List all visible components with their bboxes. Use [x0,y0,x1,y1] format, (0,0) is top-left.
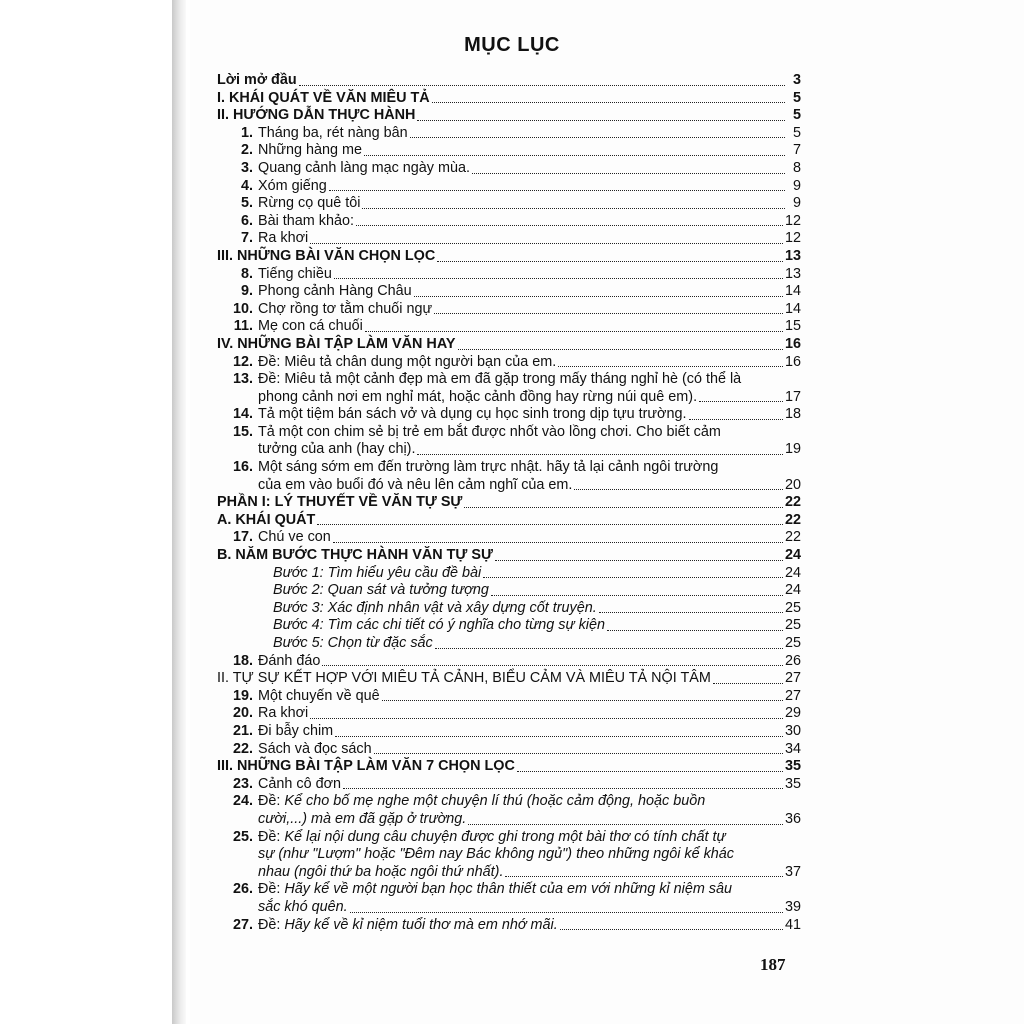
entry-number: 7. [240,230,253,247]
entry-title: Bước 5: Chọn từ đặc sắc [273,635,433,651]
dot-leader [437,261,783,262]
entry-page: 16 [784,335,801,352]
toc-entry [217,371,801,389]
toc-entry [217,125,801,143]
entry-page: 14 [784,283,801,300]
entry-number: 15. [232,423,253,440]
toc-entry [217,917,801,935]
entry-title-cont: phong cảnh nơi em nghỉ mát, hoặc cảnh đồng hay rừng núi quê em). [258,388,698,405]
toc-entry [217,72,801,90]
toc-entry [217,582,801,600]
dot-leader [362,208,785,209]
entry-number: 21. [232,722,253,739]
dot-leader [356,225,783,226]
entry-title: Tả một con chim sẻ bị trẻ em bắt được nhốt vào lồng chơi. Cho biết cảm [258,423,721,440]
toc-entry [217,529,801,547]
toc-entry [217,776,801,794]
dot-leader [495,560,783,561]
toc-entry [217,195,801,213]
toc-entry [217,846,801,864]
entry-number: 26. [232,881,253,898]
entry-page: 13 [784,265,801,282]
dot-leader [464,507,783,508]
entry-title-italic: Hãy kể về kỉ niệm tuổi thơ mà em nhớ mãi. [284,916,558,933]
entry-page: 19 [784,441,801,458]
entry-title-cont: sắc khó quên. [258,898,348,915]
entry-page: 41 [784,916,801,933]
toc-entry [217,494,801,512]
entry-title-cont: của em vào buổi đó và nêu lên cảm nghĩ của em. [258,476,573,493]
entry-number: 27. [232,916,253,933]
toc-entry [217,142,801,160]
entry-page: 22 [784,529,801,546]
entry-page: 24 [784,564,801,581]
entry-title: Bước 2: Quan sát và tưởng tượng [273,582,489,599]
entry-title: Xóm giếng [258,177,327,194]
entry-number: 5. [240,195,253,212]
entry-page: 9 [792,195,801,212]
entry-title: Bài tham khảo: [258,212,354,229]
entry-title: Tháng ba, rét nàng bân [258,124,408,141]
entry-title: Chợ rồng tơ tằm chuối ngự [258,300,433,317]
entry-number: 1. [240,124,253,141]
entry-number: 17. [232,529,253,546]
dot-leader [458,349,783,350]
entry-title: Bước 4: Tìm các chi tiết có ý nghĩa cho từng sự kiện [273,617,606,634]
entry-page: 16 [784,353,801,370]
toc-entry [217,318,801,336]
toc-entry [217,829,801,847]
entry-title: III. NHỮNG BÀI VĂN CHỌN LỌC [217,247,436,264]
dot-leader [329,190,785,191]
toc-entry [217,653,801,671]
dot-leader [417,454,783,455]
dot-leader [491,595,783,596]
entry-page: 18 [784,406,801,423]
dot-leader [517,771,783,772]
dot-leader [599,612,783,613]
toc-entry [217,705,801,723]
entry-page: 15 [784,318,801,335]
entry-title: Đánh đáo [258,652,321,669]
toc-entry [217,266,801,284]
toc-entry [217,617,801,635]
entry-title: I. KHÁI QUÁT VỀ VĂN MIÊU TẢ [217,89,430,106]
entry-page: 30 [784,722,801,739]
entry-title: Bước 1: Tìm hiểu yêu cầu đề bài [273,564,482,581]
entry-number: 14. [232,406,253,423]
entry-title: Đề: Miêu tả một cảnh đẹp mà em đã gặp trong mấy tháng nghỉ hè (có thể là [258,371,742,388]
dot-leader [472,173,785,174]
entry-page: 22 [784,494,801,511]
toc-entry [217,635,801,653]
entry-page: 39 [784,898,801,915]
toc-entry [217,213,801,231]
entry-number: 12. [232,353,253,370]
entry-number: 10. [232,300,253,317]
entry-title: Bước 3: Xác định nhân vật và xây dựng cốt truyện. [273,599,597,616]
dot-leader [558,366,783,367]
toc-entry [217,793,801,811]
entry-number: 6. [240,212,253,229]
dot-leader [310,243,783,244]
entry-title: Những hàng me [258,142,363,159]
entry-title: Ra khơi [258,230,309,247]
toc-entry [217,389,801,407]
page-title: MỤC LỤC [464,34,560,56]
entry-number: 3. [240,159,253,176]
entry-number: 2. [240,142,253,159]
entry-page: 25 [784,599,801,616]
entry-page: 27 [784,687,801,704]
entry-title: Đề: Miêu tả chân dung một người bạn của em. [258,353,557,370]
dot-leader [310,718,783,719]
entry-title: Đi bẫy chim [258,722,334,739]
dot-leader [333,542,783,543]
entry-page: 35 [784,775,801,792]
dot-leader [713,683,783,684]
toc-entry [217,723,801,741]
entry-title-italic: Kể cho bố mẹ nghe một chuyện lí thú (hoặc cảm động, hoặc buồn [284,793,706,810]
entry-title: III. NHỮNG BÀI TẬP LÀM VĂN 7 CHỌN LỌC [217,758,515,775]
entry-title: Mẹ con cá chuối [258,318,363,335]
entry-title: Phong cảnh Hàng Châu [258,283,412,300]
toc-entry [217,178,801,196]
toc-entry [217,107,801,125]
entry-title-italic: Hãy kể về một người bạn học thân thiết của em với những kỉ niệm sâu [284,881,733,898]
entry-number: 9. [240,283,253,300]
entry-title: Lời mở đầu [217,72,297,88]
entry-number: 18. [232,652,253,669]
entry-number: 4. [240,177,253,194]
entry-page: 25 [784,635,801,651]
toc-entry [217,899,801,917]
dot-leader [435,648,783,649]
entry-title: Đề: [258,916,281,933]
dot-leader [350,912,783,913]
entry-number: 16. [232,459,253,476]
entry-page: 35 [784,758,801,775]
toc-entry [217,424,801,442]
entry-page: 17 [784,388,801,405]
toc-entry [217,230,801,248]
entry-title: Tả một tiệm bán sách vở và dụng cụ học sinh trong dịp tựu trường. [258,406,687,423]
entry-page: 22 [784,511,801,528]
entry-page: 13 [784,247,801,264]
entry-number: 22. [232,740,253,757]
toc-entry [217,600,801,618]
toc-entry [217,90,801,108]
toc-entry [217,864,801,882]
dot-leader [432,102,785,103]
entry-page: 9 [792,177,801,194]
dot-leader [374,753,783,754]
toc-entry [217,477,801,495]
entry-title: Tiếng chiều [258,265,332,282]
dot-leader [364,155,785,156]
entry-title-cont: sự (như "Lượm" hoặc "Đêm nay Bác không ngủ") theo những ngôi kể khác [258,846,735,863]
entry-page: 3 [792,72,801,88]
entry-page: 24 [784,582,801,599]
dot-leader [334,278,783,279]
entry-title: Một chuyến về quê [258,687,380,704]
entry-page: 29 [784,705,801,722]
dot-leader [560,929,783,930]
toc-entry [217,565,801,583]
entry-title: Đề: [258,793,281,810]
toc-entry [217,160,801,178]
entry-title: Một sáng sớm em đến trường làm trực nhật. hãy tả lại cảnh ngôi trường [258,459,719,476]
entry-page: 25 [784,617,801,634]
toc-entry [217,512,801,530]
entry-title: Rừng cọ quê tôi [258,195,361,212]
toc-entry [217,248,801,266]
entry-number: 20. [232,705,253,722]
entry-title: II. HƯỚNG DẪN THỰC HÀNH [217,107,416,124]
dot-leader [365,331,783,332]
toc-entry [217,336,801,354]
entry-number: 19. [232,687,253,704]
entry-title: Đề: [258,828,281,845]
dot-leader [299,85,785,86]
entry-page: 36 [784,810,801,827]
entry-page: 5 [792,124,801,141]
toc-entry [217,670,801,688]
table-of-contents [217,72,801,934]
dot-leader [468,824,783,825]
toc-entry [217,283,801,301]
dot-leader [417,120,785,121]
toc-entry [217,406,801,424]
dot-leader [483,577,783,578]
dot-leader [414,296,783,297]
dot-leader [699,401,783,402]
entry-page: 12 [784,230,801,247]
dot-leader [382,700,783,701]
entry-title-italic: Kể lại nội dung câu chuyện được ghi trong một bài thơ có tính chất tự [284,828,726,845]
dot-leader [322,665,783,666]
entry-number: 23. [232,775,253,792]
entry-number: 8. [240,265,253,282]
entry-number: 11. [233,318,253,335]
toc-entry [217,741,801,759]
entry-page: 7 [792,142,801,159]
toc-entry [217,881,801,899]
entry-page: 8 [792,159,801,176]
dot-leader [689,419,783,420]
toc-entry [217,354,801,372]
entry-number: 25. [232,828,253,845]
dot-leader [607,630,783,631]
entry-page: 20 [784,476,801,493]
entry-title: Đề: [258,881,281,898]
entry-page: 34 [784,740,801,757]
entry-title: Cảnh cô đơn [258,775,342,792]
toc-entry [217,811,801,829]
dot-leader [505,876,783,877]
entry-number: 24. [232,793,253,810]
entry-title-cont: tưởng của anh (hay chị). [258,441,416,458]
toc-entry [217,441,801,459]
entry-title: PHẦN I: LÝ THUYẾT VỀ VĂN TỰ SỰ [217,494,463,511]
toc-entry [217,547,801,565]
dot-leader [574,489,783,490]
dot-leader [434,313,783,314]
entry-page: 5 [792,107,801,124]
page-number: 187 [760,955,786,974]
toc-entry [217,688,801,706]
entry-page: 27 [784,670,801,687]
toc-entry [217,301,801,319]
toc-entry [217,758,801,776]
entry-title: Chú ve con [258,529,331,546]
entry-page: 12 [784,212,801,229]
entry-page: 5 [792,89,801,106]
entry-title-cont: cười,...) mà em đã gặp ở trường. [258,810,467,827]
dot-leader [343,788,783,789]
entry-page: 26 [784,652,801,669]
entry-page: 24 [784,547,801,564]
entry-page: 37 [784,863,801,880]
entry-number: 13. [232,371,253,388]
entry-title: B. NĂM BƯỚC THỰC HÀNH VĂN TỰ SỰ [217,547,493,564]
entry-title: Quang cảnh làng mạc ngày mùa. [258,159,470,176]
book-spine-shadow [172,0,186,1024]
toc-entry [217,459,801,477]
entry-title: A. KHÁI QUÁT [217,511,316,528]
entry-title: Sách và đọc sách [258,740,372,757]
dot-leader [410,137,785,138]
dot-leader [335,736,783,737]
entry-title-cont: nhau (ngôi thứ ba hoặc ngôi thứ nhất). [258,863,504,880]
entry-title: II. TỰ SỰ KẾT HỢP VỚI MIÊU TẢ CẢNH, BIỂU CẢM VÀ MIÊU TẢ NỘI TÂM [217,670,711,687]
dot-leader [317,524,783,525]
entry-title: Ra khơi [258,705,309,722]
entry-title: IV. NHỮNG BÀI TẬP LÀM VĂN HAY [217,335,456,352]
entry-page: 14 [784,300,801,317]
